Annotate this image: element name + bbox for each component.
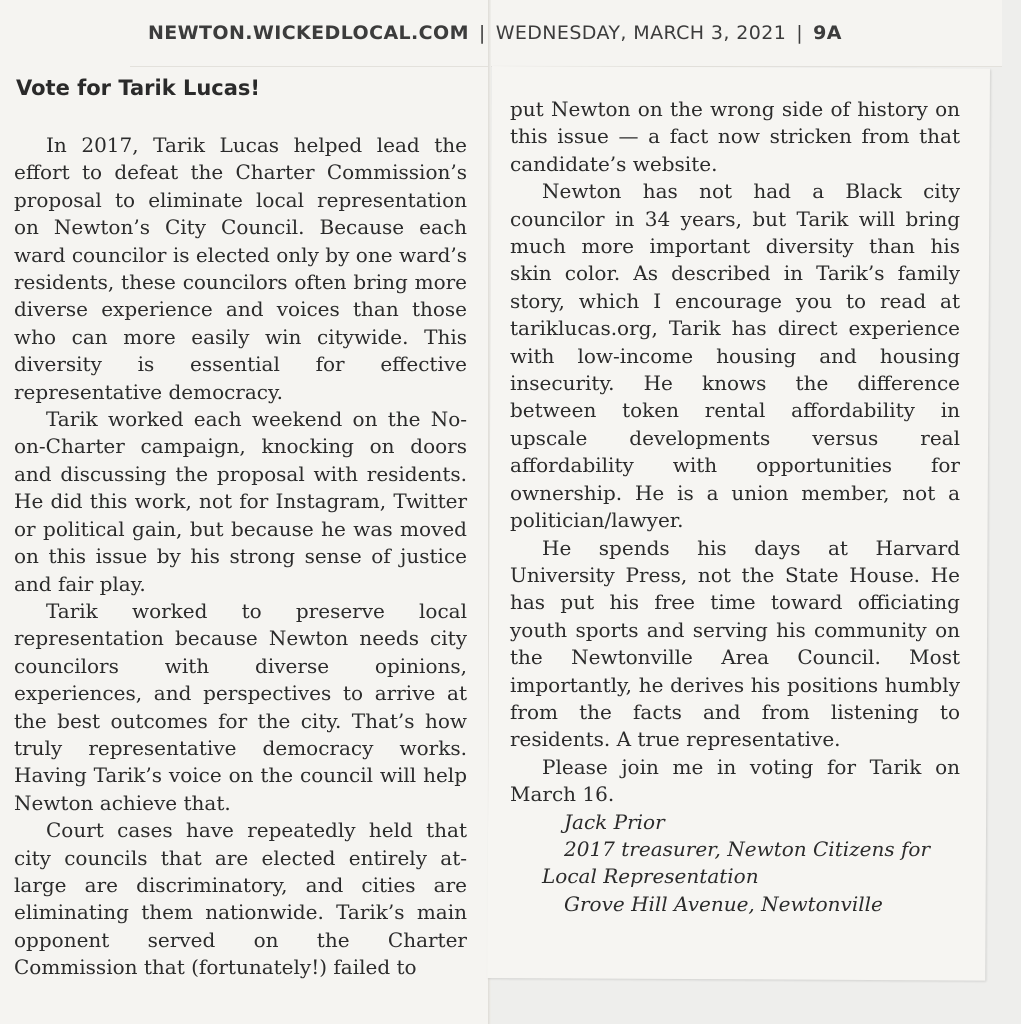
letter-paragraph: Tarik worked each weekend on the No-on-Charter campaign, knocking on doors and discussing the proposal with residents. He did this work, not for Instagram, Twitter or political gain, but because he was moved on this issue by his strong sense of justice and fair play. xyxy=(14,407,467,596)
letter-paragraph: Court cases have repeatedly held that city councils that are elected entirely at-large are discriminatory, and cities are eliminating them nationwide. Tarik’s main opponent served on the Charter Commission that (fortunately!) failed to xyxy=(14,818,467,980)
header-separator: | xyxy=(796,22,804,44)
signature-title: 2017 treasurer, Newton Citizens for xyxy=(564,836,931,861)
signature-organization: Local Representation xyxy=(542,864,759,889)
letter-column-right xyxy=(510,96,960,918)
letter-paragraph: In 2017, Tarik Lucas helped lead the effort to defeat the Charter Commission’s proposal to eliminate local representation on Newton’s City Council. Because each ward councilor is elected only by one ward’s residents, these councilors often bring more diverse experience and voices than those who can more easily win citywide. This diversity is essential for effective representative democracy. xyxy=(14,133,467,404)
letter-paragraph: Please join me in voting for Tarik on March 16. xyxy=(510,754,960,807)
page-header xyxy=(148,22,842,44)
letter-paragraph: He spends his days at Harvard University Press, not the State House. He has put his free time toward officiating youth sports and serving his community on the Newtonville Area Council. Most importantly, he derives his positions humbly from the facts and from listening to residents. A true representative. xyxy=(510,535,960,752)
letter-column-left xyxy=(14,132,467,982)
header-separator: | xyxy=(478,22,486,44)
signature-name: Jack Prior xyxy=(564,809,665,834)
letter-headline: Vote for Tarik Lucas! xyxy=(16,76,261,100)
signature-address: Grove Hill Avenue, Newtonville xyxy=(564,891,883,916)
letter-paragraph: put Newton on the wrong side of history on this issue — a fact now stricken from that candidate’s website. xyxy=(510,97,960,176)
issue-date: WEDNESDAY, MARCH 3, 2021 xyxy=(495,22,787,44)
site-name: NEWTON.WICKEDLOCAL.COM xyxy=(148,22,469,44)
letter-paragraph: Newton has not had a Black city councilor in 34 years, but Tarik will bring much more important diversity than his skin color. As described in Tarik’s family story, which I encourage you to read at tariklucas.org, Tarik has direct experience with low-income housing and housing insecurity. He knows the difference between token rental affordability in upscale developments versus real affordability with opportunities for ownership. He is a union member, not a politician/lawyer. xyxy=(510,179,960,533)
letter-paragraph: Tarik worked to preserve local representation because Newton needs city councilors with diverse opinions, experiences, and perspectives to arrive at the best outcomes for the city. That’s how truly representative democracy works. Having Tarik’s voice on the council will help Newton achieve that. xyxy=(14,598,467,815)
page-number: 9A xyxy=(813,22,842,44)
